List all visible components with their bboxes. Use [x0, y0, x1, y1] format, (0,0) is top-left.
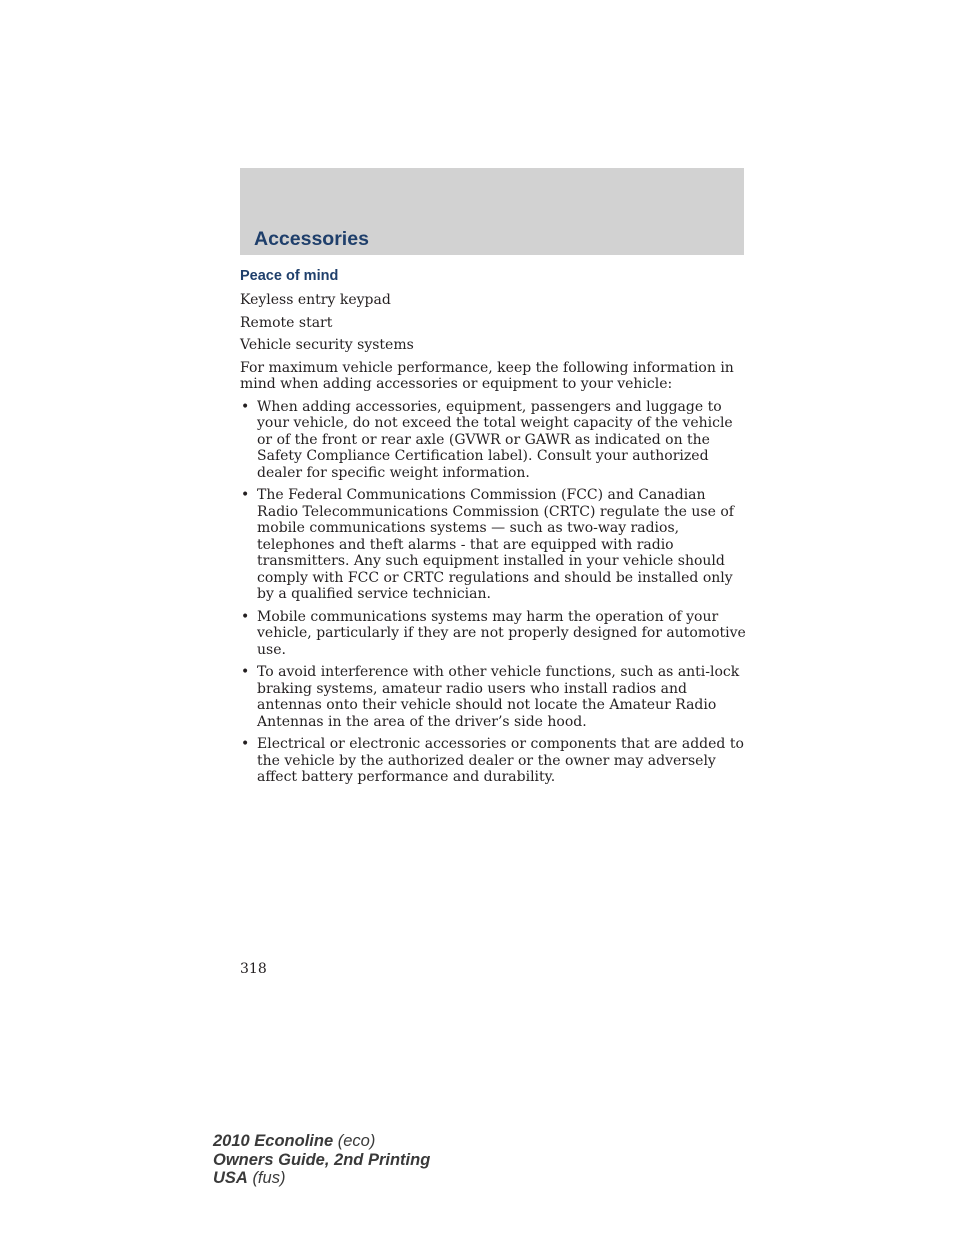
- page-title: Accessories: [254, 228, 369, 250]
- bullet-text: To avoid interference with other vehicle functions, such as anti-lock braking systems, amateur radio users who install radios and antennas onto their vehicle should not locate the Amateur Radio Antennas in the area of the driver’s side hood.: [257, 664, 740, 730]
- footer-line-market: [213, 1169, 430, 1188]
- section-header-band: [240, 168, 744, 255]
- section-heading: Peace of mind: [240, 268, 339, 284]
- item-remote-start: Remote start: [240, 314, 333, 331]
- bullet-text: Mobile communications systems may harm the operation of your vehicle, particularly if they are not properly designed for automotive use.: [257, 608, 746, 658]
- footer-model: 2010 Econoline: [213, 1132, 334, 1150]
- footer-model-code: (eco): [337, 1132, 376, 1150]
- bullet-icon: •: [241, 398, 250, 415]
- footer-line-guide: [213, 1151, 430, 1170]
- main-content: [240, 266, 746, 792]
- item-keyless-entry: Keyless entry keypad: [240, 292, 391, 308]
- bullet-icon: •: [241, 736, 250, 752]
- bullet-item: [240, 399, 746, 482]
- footer-line-model: [213, 1132, 430, 1151]
- footer-market: USA: [213, 1169, 248, 1187]
- document-footer: [213, 1132, 430, 1188]
- footer-market-code: (fus): [252, 1169, 286, 1187]
- bullet-icon: •: [241, 608, 250, 625]
- bullet-icon: •: [241, 487, 250, 503]
- bullet-text: Electrical or electronic accessories or components that are added to the vehicle by the authorized dealer or the owner may adversely affect battery performance and durability.: [257, 736, 744, 785]
- bullet-icon: •: [241, 664, 250, 680]
- footer-guide: Owners Guide, 2nd Printing: [213, 1150, 431, 1169]
- bullet-item: [240, 664, 746, 730]
- intro-paragraph: For maximum vehicle performance, keep the following information in mind when adding accessories or equipment to your vehicle:: [240, 359, 734, 392]
- bullet-item: [240, 487, 746, 603]
- bullet-item: [240, 736, 746, 786]
- item-security-systems: Vehicle security systems: [240, 337, 414, 353]
- bullet-item: [240, 609, 746, 659]
- bullet-list: [240, 399, 746, 786]
- bullet-text: The Federal Communications Commission (FCC) and Canadian Radio Telecommunications Commission (CRTC) regulate the use of mobile communications systems — such as two-way radios, telephones and theft alarms - that are equipped with radio transmitters. Any such equipment installed in your vehicle should comply with FCC or CRTC regulations and should be installed only by a qualified service technician.: [257, 487, 734, 602]
- page-number: 318: [240, 961, 267, 977]
- bullet-text: When adding accessories, equipment, passengers and luggage to your vehicle, do not exceed the total weight capacity of the vehicle or of the front or rear axle (GVWR or GAWR as indicated on the Safety Compliance Certification label). Consult your authorized dealer for specific weight information.: [257, 398, 733, 481]
